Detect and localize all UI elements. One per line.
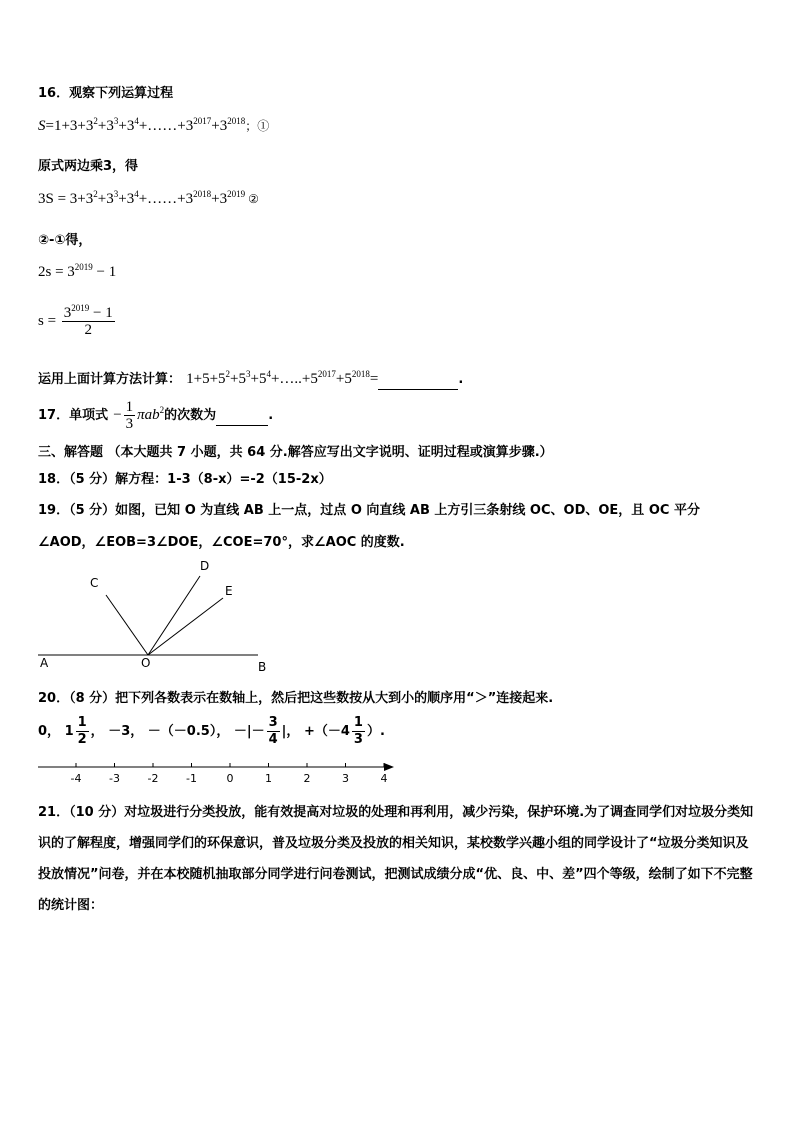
q16-eq2-part: 3S = 3+3 xyxy=(38,191,94,207)
q20-number-fraction xyxy=(267,715,280,748)
q16-title: 16．观察下列运算过程 xyxy=(38,86,174,101)
q16-apply-exp: 2017 xyxy=(317,369,336,379)
label-c: C xyxy=(90,576,99,590)
q16-apply-exp: 2 xyxy=(225,369,231,379)
q17-line xyxy=(38,399,273,432)
ray-od xyxy=(148,576,200,655)
label-d: D xyxy=(200,559,210,573)
q16-eq2-exp: 2 xyxy=(93,189,98,199)
q16-eq4-num-base: 3 xyxy=(63,305,72,321)
q16-eq4-num-exp: 2019 xyxy=(71,303,90,313)
q20-separator: ， xyxy=(90,724,104,739)
number-line-tick-label: 0 xyxy=(226,772,234,785)
number-line-tick-label: 3 xyxy=(342,772,349,785)
q17-suffix: 的次数为 xyxy=(164,407,217,423)
q16-eq3-exp: 2019 xyxy=(74,262,93,272)
q20-fraction-numerator: 3 xyxy=(268,715,278,730)
q21-text: 21．（10 分）对垃圾进行分类投放，能有效提高对垃圾的处理和再利用，减少污染，保护环境.为了调查同学们对垃圾分类知识的了解程度，增强同学们的环保意识，普及垃圾分类及投放的相关知识，某校数学兴趣小组的同学设计了“垃圾分类知识及投放情况”问卷，并在本校随机抽取部分同学进行问卷测试，把测试成绩分成“优、良、中、差”四个等级，绘制了如下不完整的统计图： xyxy=(38,805,754,913)
q16-eq2-part: +3 xyxy=(211,191,228,207)
q16-eq2-exp: 2019 xyxy=(227,189,246,199)
q20-number-fraction xyxy=(352,715,365,748)
q20-number: 0， xyxy=(38,724,61,739)
q16-eq2-tag: ② xyxy=(245,192,259,206)
q16-apply-exp: 3 xyxy=(246,369,251,379)
q17-expression xyxy=(113,399,165,432)
q20-fraction-denominator: 4 xyxy=(268,732,278,747)
q16-apply-end: . xyxy=(458,372,464,387)
q16-equation-2 xyxy=(38,191,259,208)
q16-eq1-exp: 2018 xyxy=(227,116,246,126)
q16-eq4-denominator: 2 xyxy=(84,322,93,338)
q16-eq1-exp: 4 xyxy=(134,116,139,126)
q17-monomial: πab xyxy=(137,406,160,423)
q20-text: 20．（8 分）把下列各数表示在数轴上，然后把这些数按从大到小的顺序用“＞”连接起来. xyxy=(38,691,554,706)
q19-line1: 19．（5 分）如图，已知 O 为直线 AB 上一点，过点 O 向直线 AB 上方引三条射线 OC、OD、OE，且 OC 平分 xyxy=(38,503,700,518)
q20-number: －（－0.5）， xyxy=(147,724,230,739)
q16-eq4-num-rest: − 1 xyxy=(89,305,113,321)
section3-heading: 三、解答题 （本大题共 7 小题，共 64 分.解答应写出文字说明、证明过程或演算步骤.） xyxy=(38,445,553,460)
number-line-arrow xyxy=(384,763,394,771)
q16-apply-exp: 2018 xyxy=(351,369,370,379)
q16-eq3-part: − 1 xyxy=(92,264,117,280)
q16-eq1-part: +3 xyxy=(118,118,135,134)
q17-answer-blank[interactable] xyxy=(216,406,268,426)
q17-numerator: 1 xyxy=(125,399,134,415)
q20-number-prefix: +（－4 xyxy=(303,724,350,739)
q16-eq4-lhs: s = xyxy=(38,312,57,329)
number-line-tick-label: -1 xyxy=(186,772,197,785)
label-a: A xyxy=(40,656,49,670)
label-o: O xyxy=(141,656,151,670)
ray-oe xyxy=(148,598,223,655)
q16-eq1-exp: 3 xyxy=(113,116,119,126)
q16-apply-part: +5 xyxy=(250,371,267,387)
q16-apply-label: 运用上面计算方法计算： xyxy=(38,372,182,387)
q17-minus: − xyxy=(113,406,122,423)
q20-number-line xyxy=(38,758,400,788)
q16-eq1-tag: ；① xyxy=(245,119,270,133)
q16-equation-1 xyxy=(38,117,269,135)
q16-eq2-exp: 3 xyxy=(113,189,119,199)
q20-number-whole: 1 xyxy=(64,724,74,739)
number-line-tick-label: -3 xyxy=(109,772,120,785)
q16-apply-equals: = xyxy=(369,371,379,387)
q16-eq2-part: +3 xyxy=(118,191,135,207)
q16-answer-blank[interactable] xyxy=(378,370,458,390)
number-line-tick-label: 4 xyxy=(380,772,388,785)
q16-apply-part: 1+5+5 xyxy=(186,371,226,387)
q20-number: －3， xyxy=(108,724,144,739)
label-b: B xyxy=(258,660,267,674)
q16-eq2-exp: 2018 xyxy=(193,189,212,199)
q16-eq4-numerator xyxy=(62,305,115,322)
q16-equation-4 xyxy=(38,305,117,338)
number-line-tick-label: -4 xyxy=(70,772,82,785)
q16-apply-part: +5 xyxy=(335,371,352,387)
q16-eq1-part: +3 xyxy=(211,118,228,134)
number-line-tick-label: -2 xyxy=(147,772,159,785)
q16-eq2-part: +3 xyxy=(97,191,114,207)
q16-eq1-part: +……+3 xyxy=(138,118,194,134)
q18-text: 18．（5 分）解方程：1-3（8-x）=-2（15-2x） xyxy=(38,472,332,487)
q20-number-fraction xyxy=(76,715,89,748)
q16-eq1-exp: 2 xyxy=(93,116,98,126)
q20-fraction-numerator: 1 xyxy=(77,715,87,730)
q16-apply-part: +…..+5 xyxy=(270,371,318,387)
q20-number-suffix: |， xyxy=(281,724,300,739)
q16-apply-expression xyxy=(186,371,378,387)
q17-end: . xyxy=(268,407,274,423)
q16-eq1-part: =1+3+3 xyxy=(45,118,94,134)
q20-number-prefix: －|－ xyxy=(233,724,265,739)
number-line-tick-label: 2 xyxy=(303,772,311,785)
q20-number-suffix: ）. xyxy=(366,724,385,739)
q16-eq1-exp: 2017 xyxy=(193,116,212,126)
q17-fraction xyxy=(124,399,136,432)
q19-line2: ∠AOD，∠EOB=3∠DOE，∠COE=70°，求∠AOC 的度数. xyxy=(38,535,405,550)
q16-apply-line xyxy=(38,368,463,390)
number-line-tick-label: 1 xyxy=(265,772,272,785)
q17-prefix: 17．单项式 xyxy=(38,407,109,423)
q19-angle-figure xyxy=(30,555,280,675)
ray-oc xyxy=(106,595,148,655)
q16-eq1-part: +3 xyxy=(97,118,114,134)
q16-equation-3 xyxy=(38,264,116,281)
q16-eq2-part: +……+3 xyxy=(138,191,194,207)
q16-step-multiply: 原式两边乘3，得 xyxy=(38,159,139,174)
q17-denominator: 3 xyxy=(125,416,134,432)
q17-exponent: 2 xyxy=(159,404,165,415)
q16-step-subtract: ②-①得， xyxy=(38,233,92,248)
q20-fraction-denominator: 3 xyxy=(353,732,363,747)
q16-apply-exp: 4 xyxy=(266,369,271,379)
q16-eq4-fraction xyxy=(62,305,115,338)
q16-apply-part: +5 xyxy=(230,371,246,387)
q16-eq3-part: 2s = 3 xyxy=(38,264,75,280)
q16-eq1-lhs: S xyxy=(38,118,46,134)
label-e: E xyxy=(225,584,233,598)
q20-numbers xyxy=(38,715,385,748)
q20-fraction-numerator: 1 xyxy=(353,715,363,730)
q16-eq2-exp: 4 xyxy=(134,189,139,199)
q20-fraction-denominator: 2 xyxy=(77,732,87,747)
